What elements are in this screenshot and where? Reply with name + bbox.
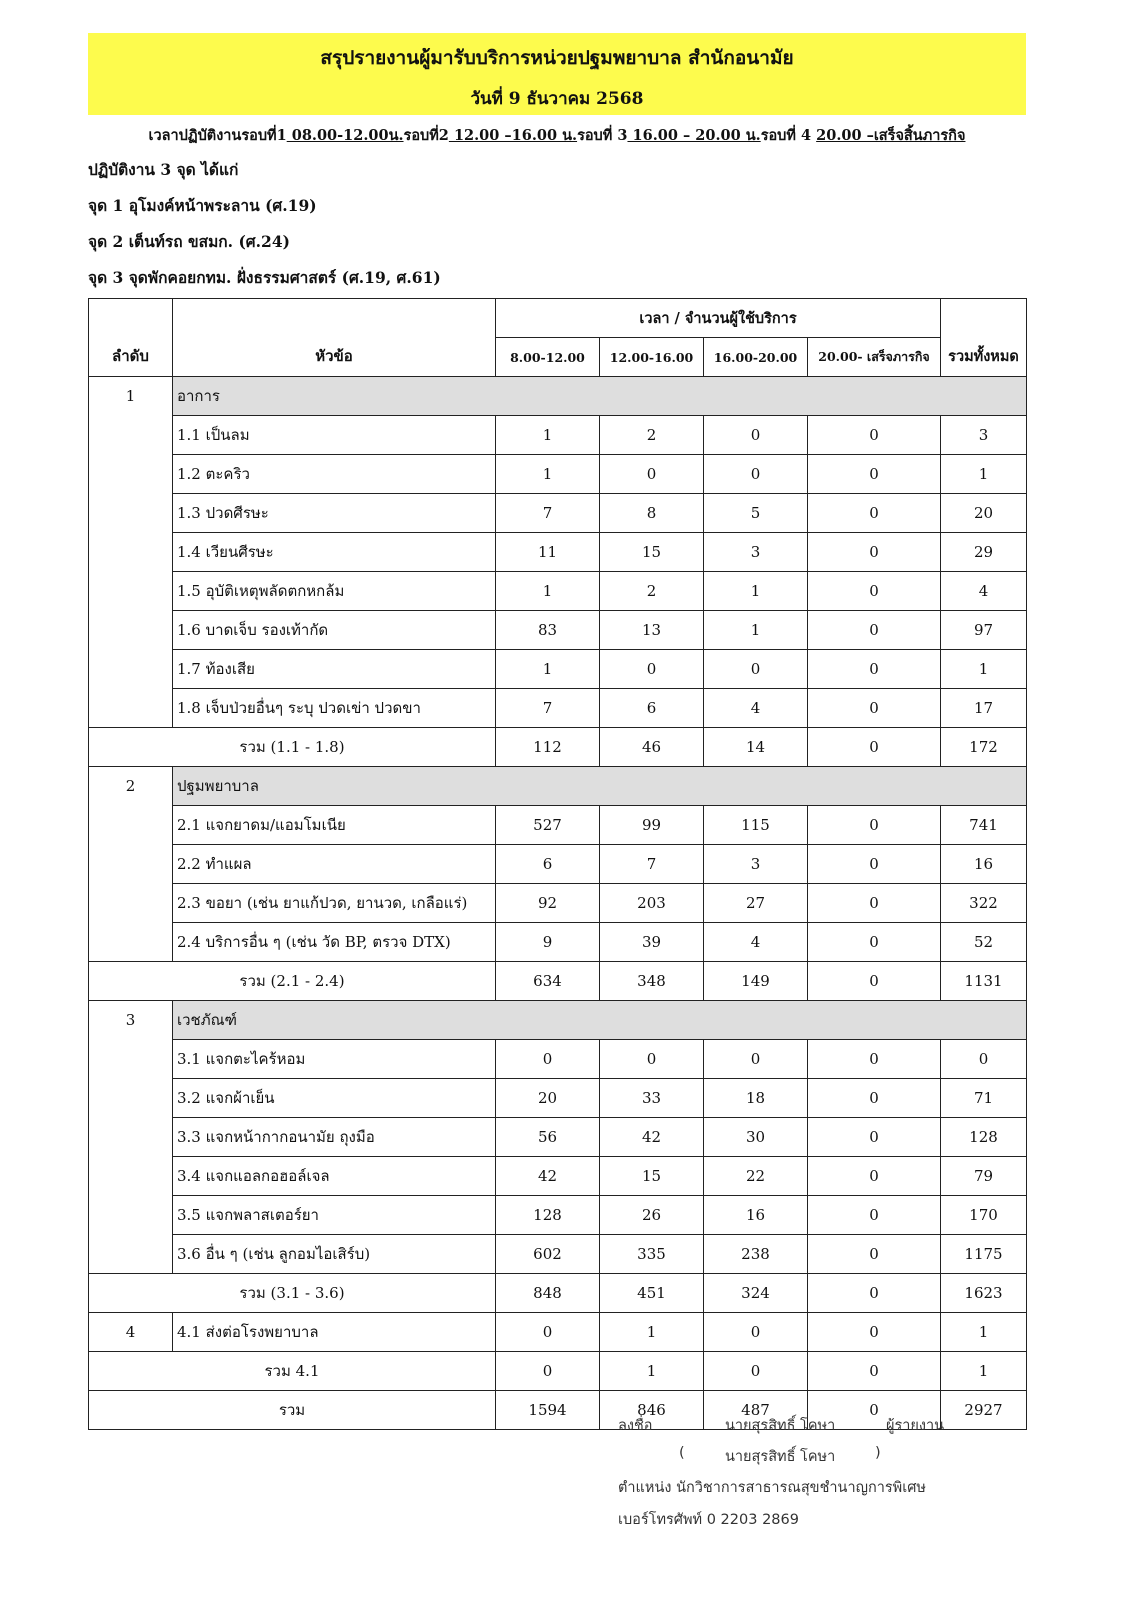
cell-total: 322	[941, 884, 1027, 923]
table-row	[89, 1118, 1027, 1157]
cell-slot-2: 8	[600, 494, 704, 533]
cell-total: 3	[941, 416, 1027, 455]
cell-slot-1: 92	[496, 884, 600, 923]
cell-slot-3: 0	[704, 455, 808, 494]
paren-close: )	[875, 1445, 881, 1461]
cell-slot-2: 15	[600, 533, 704, 572]
cell-slot-3: 14	[704, 728, 808, 767]
row-label: 1.1 เป็นลม	[173, 416, 496, 455]
shift-4-prefix: รอบที่ 4	[760, 127, 817, 144]
cell-slot-1: 1	[496, 455, 600, 494]
cell-total: 29	[941, 533, 1027, 572]
cell-slot-3: 18	[704, 1079, 808, 1118]
section-index: 2	[89, 767, 173, 962]
report-title: สรุปรายงานผู้มารับบริการหน่วยปฐมพยาบาล สำนักอนามัย	[320, 47, 794, 69]
cell-slot-1: 20	[496, 1079, 600, 1118]
table-row	[89, 455, 1027, 494]
header-total: รวมทั้งหมด	[941, 299, 1027, 377]
cell-total: 2927	[941, 1391, 1027, 1430]
table-row	[89, 572, 1027, 611]
cell-slot-4: 0	[808, 1040, 941, 1079]
cell-slot-1: 128	[496, 1196, 600, 1235]
header-slot-3: 16.00-20.00	[704, 338, 808, 377]
table-row	[89, 611, 1027, 650]
subtotal-row	[89, 962, 1027, 1001]
cell-slot-1: 848	[496, 1274, 600, 1313]
cell-slot-4: 0	[808, 1235, 941, 1274]
table-row	[89, 1313, 1027, 1352]
point-1: จุด 1 อุโมงค์หน้าพระลาน (ศ.19)	[88, 196, 317, 215]
row-label: 3.3 แจกหน้ากากอนามัย ถุงมือ	[173, 1118, 496, 1157]
subtotal-label: รวม 4.1	[89, 1352, 496, 1391]
cell-slot-1: 0	[496, 1313, 600, 1352]
cell-total: 52	[941, 923, 1027, 962]
cell-slot-4: 0	[808, 1391, 941, 1430]
cell-slot-2: 348	[600, 962, 704, 1001]
cell-slot-3: 324	[704, 1274, 808, 1313]
sign-label: ลงชื่อ	[618, 1418, 653, 1434]
section-header-row	[89, 1001, 1027, 1040]
cell-slot-4: 0	[808, 1079, 941, 1118]
cell-slot-3: 30	[704, 1118, 808, 1157]
cell-slot-2: 0	[600, 650, 704, 689]
row-label: 1.4 เวียนศีรษะ	[173, 533, 496, 572]
table-row	[89, 1235, 1027, 1274]
row-label: 1.7 ท้องเสีย	[173, 650, 496, 689]
cell-slot-4: 0	[808, 728, 941, 767]
row-label: 3.2 แจกผ้าเย็น	[173, 1079, 496, 1118]
signer-name-print: นายสุรสิทธิ์ โคษา	[725, 1449, 836, 1465]
cell-slot-2: 0	[600, 455, 704, 494]
cell-slot-4: 0	[808, 572, 941, 611]
cell-slot-1: 1594	[496, 1391, 600, 1430]
cell-slot-3: 16	[704, 1196, 808, 1235]
cell-total: 0	[941, 1040, 1027, 1079]
cell-slot-3: 4	[704, 923, 808, 962]
subtotal-row	[89, 1352, 1027, 1391]
cell-slot-1: 1	[496, 572, 600, 611]
cell-slot-1: 56	[496, 1118, 600, 1157]
cell-slot-2: 39	[600, 923, 704, 962]
cell-slot-3: 149	[704, 962, 808, 1001]
header-index: ลำดับ	[89, 299, 173, 377]
cell-slot-1: 602	[496, 1235, 600, 1274]
row-label: 3.1 แจกตะไคร้หอม	[173, 1040, 496, 1079]
shift-2-prefix: รอบที่2	[403, 127, 449, 144]
cell-slot-2: 99	[600, 806, 704, 845]
table-row	[89, 806, 1027, 845]
cell-total: 128	[941, 1118, 1027, 1157]
cell-slot-4: 0	[808, 650, 941, 689]
cell-total: 1	[941, 1352, 1027, 1391]
cell-total: 71	[941, 1079, 1027, 1118]
cell-total: 170	[941, 1196, 1027, 1235]
cell-total: 1175	[941, 1235, 1027, 1274]
subtotal-label: รวม (2.1 - 2.4)	[89, 962, 496, 1001]
cell-slot-3: 0	[704, 416, 808, 455]
row-label: 1.3 ปวดศีรษะ	[173, 494, 496, 533]
service-report-table	[88, 298, 1027, 1430]
subtotal-label: รวม (3.1 - 3.6)	[89, 1274, 496, 1313]
section-index: 3	[89, 1001, 173, 1274]
signer-name: นายสุรสิทธิ์ โคษา	[725, 1418, 836, 1434]
table-row	[89, 845, 1027, 884]
cell-slot-2: 1	[600, 1313, 704, 1352]
cell-slot-4: 0	[808, 806, 941, 845]
cell-total: 172	[941, 728, 1027, 767]
cell-slot-1: 112	[496, 728, 600, 767]
cell-slot-2: 6	[600, 689, 704, 728]
cell-total: 17	[941, 689, 1027, 728]
cell-total: 1131	[941, 962, 1027, 1001]
cell-slot-2: 33	[600, 1079, 704, 1118]
cell-slot-2: 46	[600, 728, 704, 767]
cell-slot-1: 9	[496, 923, 600, 962]
table-row	[89, 689, 1027, 728]
table-row	[89, 1157, 1027, 1196]
cell-slot-4: 0	[808, 1118, 941, 1157]
report-header	[88, 33, 1026, 115]
cell-slot-4: 0	[808, 416, 941, 455]
cell-total: 1	[941, 455, 1027, 494]
table-row	[89, 884, 1027, 923]
cell-slot-1: 7	[496, 494, 600, 533]
row-label: 1.2 ตะคริว	[173, 455, 496, 494]
cell-slot-3: 0	[704, 1313, 808, 1352]
row-label: 1.5 อุบัติเหตุพลัดตกหกล้ม	[173, 572, 496, 611]
cell-slot-4: 0	[808, 845, 941, 884]
section-header-row	[89, 767, 1027, 806]
cell-total: 1623	[941, 1274, 1027, 1313]
header-slot-2: 12.00-16.00	[600, 338, 704, 377]
section-title: อาการ	[173, 377, 1027, 416]
cell-total: 741	[941, 806, 1027, 845]
cell-slot-4: 0	[808, 689, 941, 728]
cell-total: 1	[941, 650, 1027, 689]
cell-total: 79	[941, 1157, 1027, 1196]
cell-slot-1: 634	[496, 962, 600, 1001]
cell-total: 4	[941, 572, 1027, 611]
table-row	[89, 494, 1027, 533]
cell-slot-2: 203	[600, 884, 704, 923]
section-title: เวชภัณฑ์	[173, 1001, 1027, 1040]
table-body	[89, 377, 1027, 1430]
cell-slot-1: 0	[496, 1040, 600, 1079]
report-date: วันที่ 9 ธันวาคม 2568	[470, 89, 644, 109]
cell-slot-3: 3	[704, 533, 808, 572]
cell-slot-4: 0	[808, 533, 941, 572]
row-label: 2.1 แจกยาดม/แอมโมเนีย	[173, 806, 496, 845]
cell-slot-4: 0	[808, 494, 941, 533]
signer-position: ตำแหน่ง นักวิชาการสาธารณสุขชำนาญการพิเศษ	[618, 1480, 926, 1496]
shift-3-time: 16.00 – 20.00 น.	[627, 127, 761, 144]
section-index: 1	[89, 377, 173, 728]
header-topic: หัวข้อ	[173, 299, 496, 377]
cell-slot-3: 27	[704, 884, 808, 923]
cell-slot-2: 2	[600, 572, 704, 611]
cell-slot-2: 451	[600, 1274, 704, 1313]
cell-slot-1: 11	[496, 533, 600, 572]
cell-slot-2: 15	[600, 1157, 704, 1196]
cell-slot-3: 487	[704, 1391, 808, 1430]
cell-slot-2: 26	[600, 1196, 704, 1235]
shift-1-prefix: เวลาปฏิบัติงานรอบที่1	[148, 127, 287, 144]
row-label: 2.3 ขอยา (เช่น ยาแก้ปวด, ยานวด, เกลือแร่)	[173, 884, 496, 923]
row-label: 2.4 บริการอื่น ๆ (เช่น วัด BP, ตรวจ DTX)	[173, 923, 496, 962]
subtotal-row	[89, 1274, 1027, 1313]
cell-total: 20	[941, 494, 1027, 533]
subtotal-label: รวม (1.1 - 1.8)	[89, 728, 496, 767]
row-label: 1.8 เจ็บป่วยอื่นๆ ระบุ ปวดเข่า ปวดขา	[173, 689, 496, 728]
grand-total-label: รวม	[89, 1391, 496, 1430]
cell-slot-1: 1	[496, 650, 600, 689]
cell-slot-4: 0	[808, 962, 941, 1001]
point-3: จุด 3 จุดพักคอยกทม. ฝั่งธรรมศาสตร์ (ศ.19, ศ.61)	[88, 268, 441, 287]
cell-slot-4: 0	[808, 455, 941, 494]
header-slot-1: 8.00-12.00	[496, 338, 600, 377]
cell-slot-3: 1	[704, 572, 808, 611]
cell-slot-4: 0	[808, 611, 941, 650]
table-row	[89, 416, 1027, 455]
cell-slot-1: 527	[496, 806, 600, 845]
cell-slot-3: 238	[704, 1235, 808, 1274]
cell-slot-2: 42	[600, 1118, 704, 1157]
points-intro: ปฏิบัติงาน 3 จุด ได้แก่	[88, 160, 239, 179]
point-2: จุด 2 เต็นท์รถ ขสมก. (ศ.24)	[88, 232, 290, 251]
cell-slot-1: 83	[496, 611, 600, 650]
cell-slot-1: 42	[496, 1157, 600, 1196]
reporter-role: ผู้รายงาน	[886, 1418, 945, 1434]
table-row	[89, 1196, 1027, 1235]
row-label: 3.6 อื่น ๆ (เช่น ลูกอมไอเสิร์บ)	[173, 1235, 496, 1274]
cell-slot-2: 846	[600, 1391, 704, 1430]
cell-slot-2: 2	[600, 416, 704, 455]
row-label: 1.6 บาดเจ็บ รองเท้ากัด	[173, 611, 496, 650]
subtotal-row	[89, 728, 1027, 767]
cell-slot-3: 22	[704, 1157, 808, 1196]
table-row	[89, 1040, 1027, 1079]
cell-slot-4: 0	[808, 1157, 941, 1196]
cell-slot-4: 0	[808, 1274, 941, 1313]
cell-slot-2: 7	[600, 845, 704, 884]
cell-slot-4: 0	[808, 884, 941, 923]
cell-slot-4: 0	[808, 923, 941, 962]
paren-open: (	[679, 1445, 685, 1461]
shift-schedule	[88, 124, 1026, 147]
shift-4-time: 20.00 –เสร็จสิ้นภารกิจ	[816, 127, 966, 144]
signer-phone: เบอร์โทรศัพท์ 0 2203 2869	[618, 1512, 799, 1528]
table-row	[89, 650, 1027, 689]
row-label: 4.1 ส่งต่อโรงพยาบาล	[173, 1313, 496, 1352]
cell-slot-3: 115	[704, 806, 808, 845]
cell-slot-1: 7	[496, 689, 600, 728]
shift-3-prefix: รอบที่ 3	[577, 127, 628, 144]
cell-slot-3: 5	[704, 494, 808, 533]
header-time-group: เวลา / จำนวนผู้ใช้บริการ	[496, 299, 941, 338]
cell-slot-2: 13	[600, 611, 704, 650]
cell-slot-3: 0	[704, 650, 808, 689]
section-title: ปฐมพยาบาล	[173, 767, 1027, 806]
cell-slot-1: 1	[496, 416, 600, 455]
cell-slot-4: 0	[808, 1352, 941, 1391]
shift-1-time: 08.00-12.00น.	[286, 127, 404, 144]
cell-total: 16	[941, 845, 1027, 884]
cell-slot-2: 335	[600, 1235, 704, 1274]
shift-2-time: 12.00 –16.00 น.	[448, 127, 578, 144]
row-label: 2.2 ทำแผล	[173, 845, 496, 884]
header-slot-4: 20.00- เสร็จภารกิจ	[808, 338, 941, 377]
section-header-row	[89, 377, 1027, 416]
table-row	[89, 1079, 1027, 1118]
cell-slot-4: 0	[808, 1196, 941, 1235]
cell-slot-3: 3	[704, 845, 808, 884]
section-index: 4	[89, 1313, 173, 1352]
cell-total: 97	[941, 611, 1027, 650]
cell-slot-3: 4	[704, 689, 808, 728]
row-label: 3.4 แจกแอลกอฮอล์เจล	[173, 1157, 496, 1196]
table-row	[89, 533, 1027, 572]
cell-slot-2: 1	[600, 1352, 704, 1391]
cell-slot-3: 1	[704, 611, 808, 650]
row-label: 3.5 แจกพลาสเตอร์ยา	[173, 1196, 496, 1235]
cell-slot-1: 6	[496, 845, 600, 884]
cell-slot-1: 0	[496, 1352, 600, 1391]
cell-slot-2: 0	[600, 1040, 704, 1079]
cell-total: 1	[941, 1313, 1027, 1352]
cell-slot-3: 0	[704, 1352, 808, 1391]
table-row	[89, 923, 1027, 962]
cell-slot-4: 0	[808, 1313, 941, 1352]
cell-slot-3: 0	[704, 1040, 808, 1079]
